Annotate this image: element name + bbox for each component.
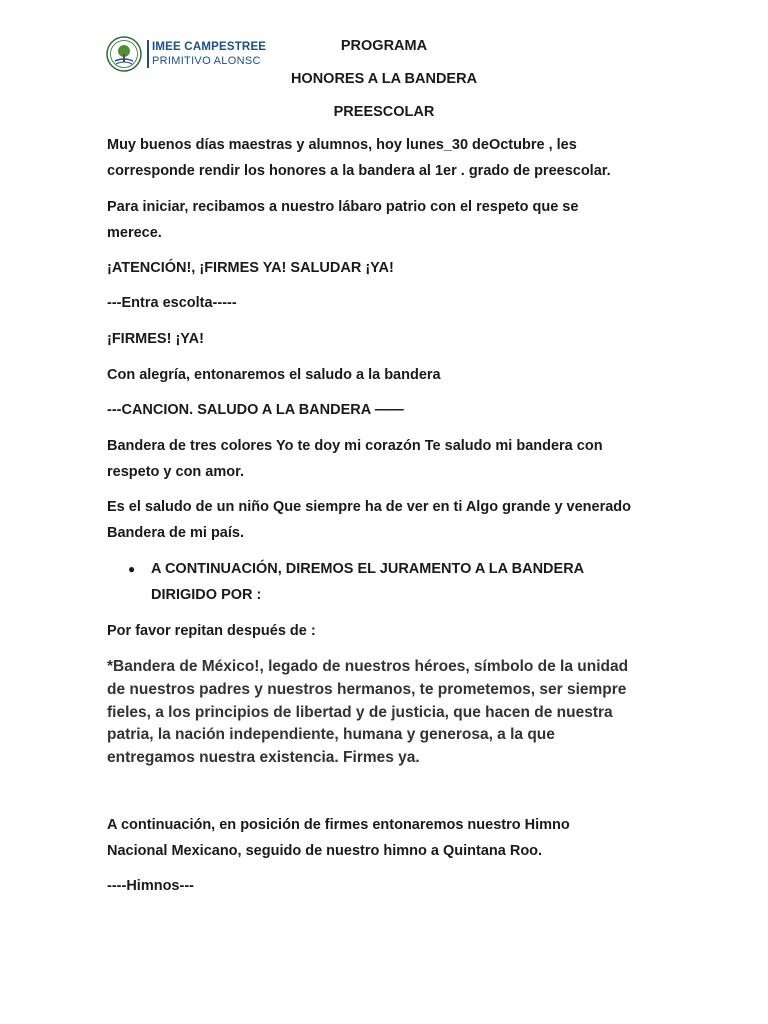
- document-level: PREESCOLAR: [333, 104, 435, 120]
- oath-line-3: fieles, a los principios de libertad y de justicia, que hacen de nuestra: [107, 704, 613, 721]
- paragraph-greeting-line-1: Muy buenos días maestras y alumnos, hoy lunes_30 deOctubre , les: [107, 137, 577, 153]
- oath-line-2: de nuestros padres y nuestros hermanos, te prometemos, ser siempre: [107, 681, 627, 698]
- paragraph-song-verse-2-line-2: Bandera de mi país.: [107, 525, 244, 541]
- paragraph-salute-intro: Con alegría, entonaremos el saludo a la bandera: [107, 367, 441, 383]
- document-title: PROGRAMA: [340, 38, 428, 54]
- logo-school-name: IMEE CAMPESTREE: [152, 41, 267, 53]
- paragraph-repeat-after: Por favor repitan después de :: [107, 623, 316, 639]
- paragraph-intro-line-1: Para iniciar, recibamos a nuestro lábaro patrio con el respeto que se: [107, 199, 579, 215]
- paragraph-intro-line-2: merece.: [107, 225, 162, 241]
- paragraph-anthems: ----Himnos---: [107, 878, 194, 894]
- paragraph-escort-entry: ---Entra escolta-----: [107, 295, 237, 311]
- bullet-oath-line-2: DIRIGIDO POR :: [151, 587, 262, 603]
- paragraph-greeting-line-2: corresponde rendir los honores a la bandera al 1er . grado de preescolar.: [107, 163, 611, 179]
- paragraph-song-verse-1-line-1: Bandera de tres colores Yo te doy mi corazón Te saludo mi bandera con: [107, 438, 603, 454]
- oath-line-1: *Bandera de México!, legado de nuestros héroes, símbolo de la unidad: [107, 658, 629, 675]
- oath-line-4: patria, la nación independiente, humana y generosa, a la que: [107, 726, 555, 743]
- paragraph-song-title: ---CANCION. SALUDO A LA BANDERA ——: [107, 402, 404, 418]
- paragraph-song-verse-2-line-1: Es el saludo de un niño Que siempre ha de ver en ti Algo grande y venerado: [107, 499, 632, 515]
- paragraph-anthem-intro-line-1: A continuación, en posición de firmes entonaremos nuestro Himno: [107, 817, 570, 833]
- bullet-icon: ●: [128, 562, 136, 576]
- oath-line-5: entregamos nuestra existencia. Firmes ya.: [107, 749, 420, 766]
- paragraph-attention: ¡ATENCIÓN!, ¡FIRMES YA! SALUDAR ¡YA!: [107, 260, 394, 276]
- logo-school-subname: PRIMITIVO ALONSC: [152, 55, 261, 67]
- paragraph-anthem-intro-line-2: Nacional Mexicano, seguido de nuestro himno a Quintana Roo.: [107, 843, 543, 859]
- paragraph-song-verse-1-line-2: respeto y con amor.: [107, 464, 244, 480]
- paragraph-firmes: ¡FIRMES! ¡YA!: [107, 331, 204, 347]
- document-subtitle: HONORES A LA BANDERA: [290, 71, 478, 87]
- bullet-oath-line-1: A CONTINUACIÓN, DIREMOS EL JURAMENTO A LA BANDERA: [151, 561, 585, 577]
